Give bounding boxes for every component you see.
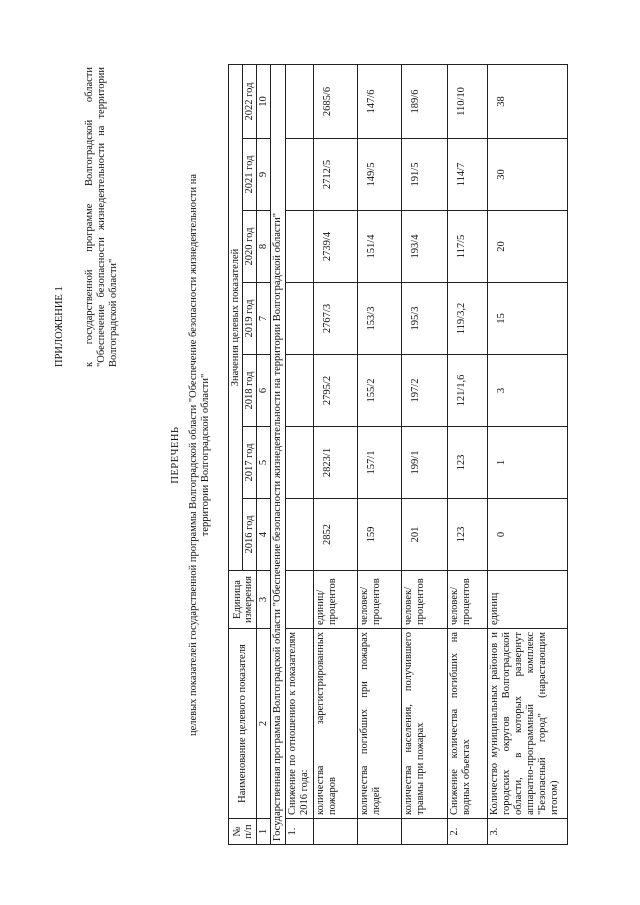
table-row (402, 64, 448, 844)
column-number: 1 (257, 819, 271, 845)
row-number (314, 819, 358, 845)
value-cell: 149/5 (358, 139, 402, 211)
indicator-unit: человек/ процентов (358, 571, 402, 629)
list-subtitle: целевых показателей государственной программы Волгоградской области "Обеспечение безопасности жизнедеятельности на территории Волгоградской области" (188, 173, 212, 737)
indicator-name: количества населения, получившего травмы при пожарах (402, 629, 448, 819)
value-cell: 30 (488, 139, 568, 211)
indicators-table (228, 64, 568, 845)
indicator-unit: единиц (488, 571, 568, 629)
row-number: 1. (286, 819, 314, 845)
value-cell: 110/10 (448, 64, 488, 138)
program-row (271, 64, 286, 844)
table-row (448, 64, 488, 844)
value-cell: 147/6 (358, 64, 402, 138)
header-num: № п/п (229, 819, 257, 845)
indicator-name: количества зарегистрированных пожаров (314, 629, 358, 819)
value-cell: 38 (488, 64, 568, 138)
indicator-unit: человек/ процентов (448, 571, 488, 629)
column-number: 6 (257, 355, 271, 427)
value-cell: 2767/3 (314, 283, 358, 355)
value-cell (286, 355, 314, 427)
header-values-group: Значения целевых показателей (229, 64, 243, 570)
column-number: 10 (257, 64, 271, 138)
header-row-1 (229, 64, 243, 844)
indicator-name: Снижение по отношению к показателям 2016 года: (286, 629, 314, 819)
indicator-name: Количество муниципальных районов и городских округов Волгоградской области, в которых развернут аппаратно-программный комплекс "Безопасный город" (нарастающим итогом) (488, 629, 568, 819)
rotated-document-page (40, 55, 585, 855)
value-cell (286, 64, 314, 138)
value-cell: 155/2 (358, 355, 402, 427)
value-cell: 1 (488, 427, 568, 499)
column-number: 8 (257, 211, 271, 283)
value-cell: 191/5 (402, 139, 448, 211)
row-number (358, 819, 402, 845)
value-cell: 0 (488, 499, 568, 571)
row-number (402, 819, 448, 845)
value-cell (286, 139, 314, 211)
value-cell: 15 (488, 283, 568, 355)
indicator-unit: единиц/ процентов (314, 571, 358, 629)
value-cell: 159 (358, 499, 402, 571)
column-number: 9 (257, 139, 271, 211)
column-number: 5 (257, 427, 271, 499)
column-number: 2 (257, 629, 271, 819)
value-cell: 193/4 (402, 211, 448, 283)
header-year: 2020 год (243, 211, 257, 283)
value-cell: 114/7 (448, 139, 488, 211)
indicator-unit (286, 571, 314, 629)
annex-title: ПРИЛОЖЕНИЕ 1 (54, 286, 65, 367)
header-year: 2022 год (243, 64, 257, 138)
value-cell (286, 499, 314, 571)
header-name: Наименование целевого показателя (229, 629, 257, 819)
value-cell (286, 283, 314, 355)
value-cell: 2712/5 (314, 139, 358, 211)
value-cell: 195/3 (402, 283, 448, 355)
value-cell: 20 (488, 211, 568, 283)
value-cell (286, 211, 314, 283)
indicator-unit: человек/ процентов (402, 571, 448, 629)
value-cell: 2795/2 (314, 355, 358, 427)
header-year: 2019 год (243, 283, 257, 355)
column-number: 7 (257, 283, 271, 355)
row-number: 3. (488, 819, 568, 845)
row-number: 2. (448, 819, 488, 845)
value-cell: 117/5 (448, 211, 488, 283)
value-cell: 2685/6 (314, 64, 358, 138)
annex-text: к государственной программе Волгоградской области "Обеспечение безопасности жизнедеятельности на территории Волгоградской области" (84, 67, 120, 367)
value-cell: 189/6 (402, 64, 448, 138)
value-cell: 123 (448, 427, 488, 499)
header-unit: Единица измерения (229, 571, 257, 629)
table-row (286, 64, 314, 844)
program-title-cell: Государственная программа Волгоградской области "Обеспечение безопасности жизнедеятельности на территории Волгоградской области" (271, 64, 286, 844)
table-row (314, 64, 358, 844)
value-cell: 2823/1 (314, 427, 358, 499)
value-cell: 3 (488, 355, 568, 427)
value-cell: 151/4 (358, 211, 402, 283)
value-cell: 201 (402, 499, 448, 571)
column-numbers-row (257, 64, 271, 844)
header-year: 2016 год (243, 499, 257, 571)
value-cell: 123 (448, 499, 488, 571)
table-row (488, 64, 568, 844)
list-title: ПЕРЕЧЕНЬ (170, 426, 181, 484)
table-row (358, 64, 402, 844)
value-cell: 2852 (314, 499, 358, 571)
column-number: 4 (257, 499, 271, 571)
value-cell: 153/3 (358, 283, 402, 355)
value-cell (286, 427, 314, 499)
value-cell: 121/1,6 (448, 355, 488, 427)
header-year: 2017 год (243, 427, 257, 499)
value-cell: 197/2 (402, 355, 448, 427)
header-year: 2018 год (243, 355, 257, 427)
indicator-name: Снижение количества погибших на водных объектах (448, 629, 488, 819)
value-cell: 157/1 (358, 427, 402, 499)
column-number: 3 (257, 571, 271, 629)
indicator-name: количества погибших при пожарах людей (358, 629, 402, 819)
header-year: 2021 год (243, 139, 257, 211)
value-cell: 2739/4 (314, 211, 358, 283)
value-cell: 199/1 (402, 427, 448, 499)
value-cell: 119/3,2 (448, 283, 488, 355)
